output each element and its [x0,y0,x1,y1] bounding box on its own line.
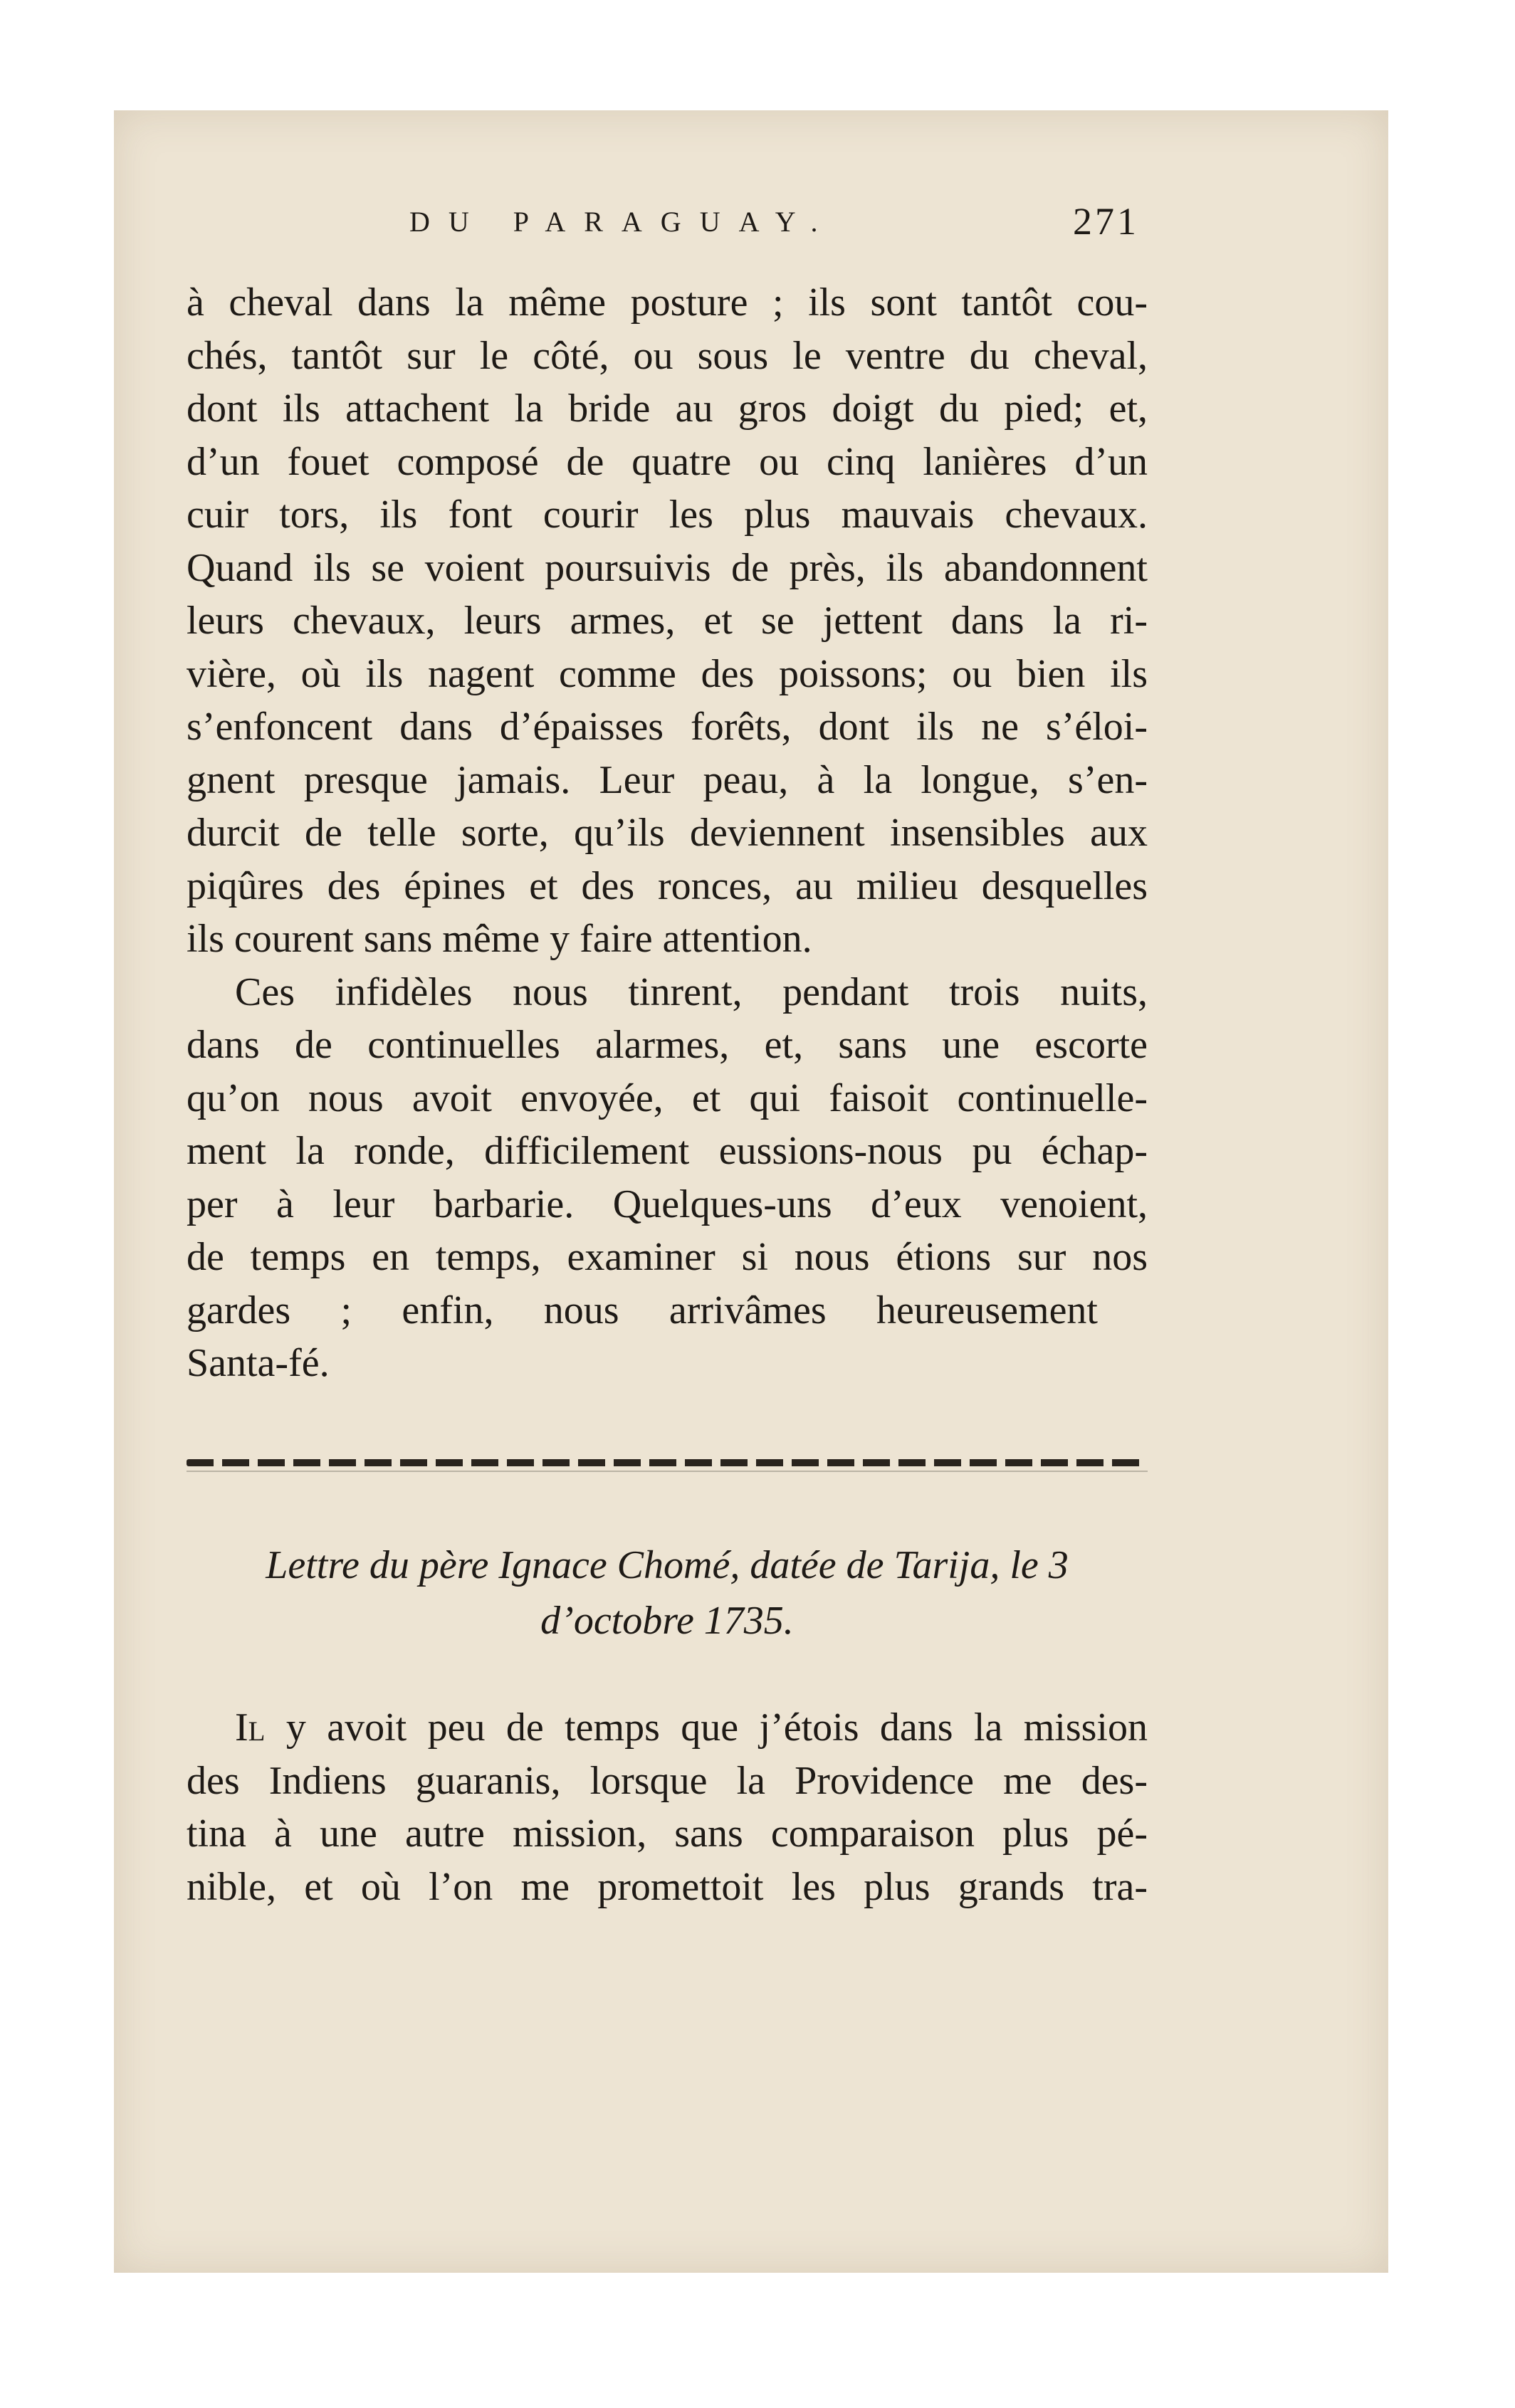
text-line: durcit de telle sorte, qu’ils deviennent insensibles aux [187,811,1148,855]
opening-line-rest: y avoit peu de temps que j’étois dans la mission [265,1705,1148,1750]
page-header [299,199,1160,249]
text-line: piqûres des épines et des ronces, au milieu desquelles [187,863,1148,908]
text-line: qu’on nous avoit envoyée, et qui faisoit continuelle- [187,1076,1148,1120]
text-line: cuir tors, ils font courir les plus mauvais chevaux. [187,493,1148,537]
text-line: Quand ils se voient poursuivis de près, ils abandonnent [187,545,1148,590]
text-line: s’enfoncent dans d’épaisses forêts, dont ils ne s’éloi- [187,705,1148,749]
text-line: ment la ronde, difficilement eussions-nous pu échap- [187,1129,1148,1173]
main-text [187,276,1148,1390]
text-line: vière, où ils nagent comme des poissons; ou bien ils [187,651,1148,696]
text-line: de temps en temps, examiner si nous étions sur nos [187,1235,1148,1279]
text-line: dans de continuelles alarmes, et, sans une escorte [187,1023,1148,1067]
page-number: 271 [1073,200,1139,243]
text-line: d’un fouet composé de quatre ou cinq lanières d’un [187,439,1148,484]
section-divider [187,1459,1148,1466]
running-head: DU PARAGUAY. [409,206,837,238]
text-line: ils courent sans même y faire attention. [187,917,812,961]
text-line: dont ils attachent la bride au gros doigt du pied; et, [187,387,1148,431]
text-line: gardes ; enfin, nous arrivâmes heureusement [187,1288,1098,1332]
letter-title [187,1537,1148,1649]
text-line: tina à une autre mission, sans comparaison plus pé- [187,1812,1148,1856]
letter-text [187,1701,1148,1913]
letter-title-line: d’octobre 1735. [540,1599,794,1643]
text-line: des Indiens guaranis, lorsque la Providence me des- [187,1758,1148,1803]
text-line [187,1701,1148,1755]
text-line: gnent presque jamais. Leur peau, à la longue, s’en- [187,757,1148,802]
letter-title-line: Lettre du père Ignace Chomé, datée de Tarija, le 3 [266,1543,1069,1587]
section-divider-shadow [187,1471,1148,1472]
text-line: chés, tantôt sur le côté, ou sous le ventre du cheval, [187,333,1148,378]
text-line: leurs chevaux, leurs armes, et se jettent dans la ri- [187,599,1148,643]
text-line: Santa-fé. [187,1341,330,1385]
text-line: nible, et où l’on me promettoit les plus grands tra- [187,1864,1148,1909]
opening-word: Il [235,1705,266,1750]
text-line: per à leur barbarie. Quelques-uns d’eux venoient, [187,1182,1148,1226]
text-line: Ces infidèles nous tinrent, pendant trois nuits, [235,969,1148,1014]
text-line: à cheval dans la même posture ; ils sont tantôt cou- [187,280,1148,325]
